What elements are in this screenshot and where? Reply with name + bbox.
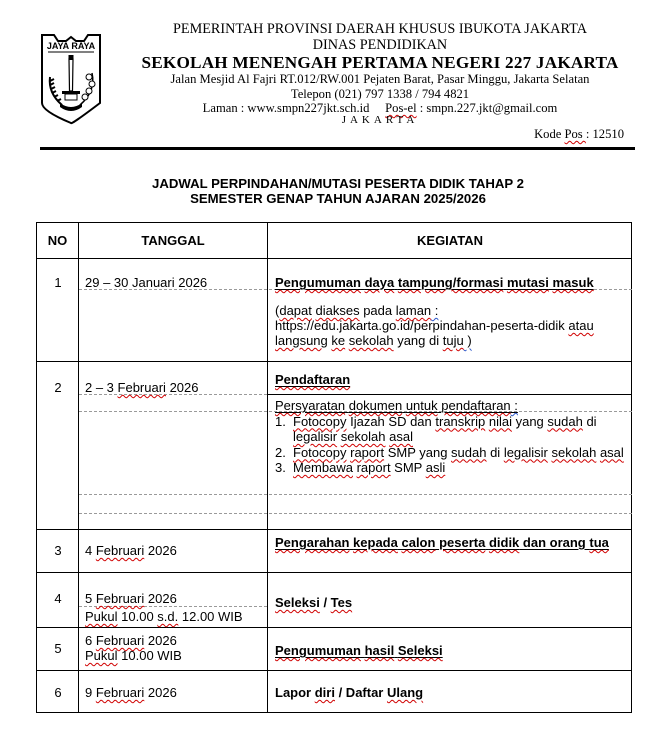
word: pada [359, 303, 396, 318]
row-1-no: 1 [54, 275, 62, 290]
word: SMP yang [384, 444, 452, 460]
word: mutasi [506, 275, 549, 290]
word: asal [599, 444, 624, 460]
letterhead-postal-code [534, 127, 624, 142]
word: Februari [95, 685, 145, 700]
header-row-border [37, 258, 631, 259]
letterhead-government-line: PEMERINTAH PROVINSI DAERAH KHUSUS IBUKOTA JAKARTA [173, 21, 587, 37]
word: legalisir [293, 429, 338, 444]
word: raport [350, 444, 385, 460]
word: 2026 [144, 633, 177, 648]
word: Februari [95, 633, 145, 648]
header-no: NO [47, 233, 68, 248]
requirement-item [275, 414, 627, 445]
row-5-date [85, 633, 177, 648]
postal-value: : 12510 [585, 127, 624, 141]
word: sudah [547, 413, 583, 429]
word: nilai [488, 413, 512, 429]
word: sekolah [348, 333, 394, 348]
word: yang di [393, 333, 443, 348]
word: raport [356, 460, 391, 475]
row-1-activity [275, 275, 594, 290]
word: ( [275, 303, 280, 318]
word: Tes [330, 595, 353, 610]
word: 2026 [144, 543, 177, 558]
row-border [37, 572, 631, 573]
letterhead-email-label: Pos-el [385, 101, 417, 115]
row-6-no: 6 [54, 685, 62, 700]
letterhead-address: Jalan Mesjid Al Fajri RT.012/RW.001 Pejaten Barat, Pasar Minggu, Jakarta Selatan [170, 72, 590, 86]
row-3-no: 3 [54, 543, 62, 558]
word: di [486, 444, 504, 460]
row-border [37, 361, 631, 362]
schedule-table [36, 222, 632, 713]
word: legalisir [503, 444, 548, 460]
word: hasil [364, 643, 395, 658]
row-5-no: 5 [54, 641, 62, 656]
word: 9 [85, 685, 96, 700]
row-5-activity [275, 643, 443, 658]
row-2-no: 2 [54, 380, 62, 395]
word: daya [364, 275, 395, 290]
list-number: 3. [275, 460, 286, 475]
row-border [37, 627, 631, 628]
row-1-note-line3 [275, 333, 594, 348]
word: : [510, 398, 518, 413]
postal-label-kode: Kode [534, 127, 565, 141]
word: Seleksi [397, 643, 443, 658]
row-1-note-line2 [275, 318, 594, 333]
requirements-intro [275, 398, 627, 414]
row-1-note [275, 303, 594, 348]
word: SMP [390, 460, 426, 475]
word: pendaftaran [441, 398, 511, 413]
word: ) [463, 333, 472, 348]
word: sudah [451, 444, 487, 460]
word: 10.00 [117, 609, 158, 624]
word: Pukul [85, 648, 118, 663]
row-4-activity [275, 595, 352, 610]
row-6-activity [275, 685, 423, 700]
row-1-note-line1 [275, 303, 594, 318]
word: di [582, 413, 597, 429]
letterhead-website: Laman : www.smpn227jkt.sch.id [202, 101, 370, 115]
requirements-list [275, 414, 627, 476]
word: yang [511, 413, 548, 429]
word: Pendaftaran [275, 372, 351, 387]
row-3-date [85, 543, 177, 558]
letterhead-school-name: SEKOLAH MENENGAH PERTAMA NEGERI 227 JAKARTA [141, 53, 619, 72]
word: 4 [85, 543, 96, 558]
word: Februari [117, 380, 166, 395]
word: 2026 [165, 380, 199, 395]
word: 10.00 WIB [117, 648, 182, 663]
word: Persyaratan [275, 398, 346, 413]
word: Fotocopy [293, 444, 347, 460]
word: asli [425, 460, 446, 475]
word: laman [395, 303, 432, 318]
row-border [37, 529, 631, 530]
word: untuk [405, 398, 438, 413]
word: peserta [439, 535, 486, 550]
word: / Daftar [334, 685, 387, 700]
note-url: https://edu.jakarta.go.id/perpindahan-peserta-didik [275, 318, 569, 333]
word: diakses [315, 303, 360, 318]
list-number: 2. [275, 444, 286, 460]
word: Ijazah SD dan [346, 413, 436, 429]
word: Membawa [293, 460, 353, 475]
row-2-activity [275, 372, 350, 387]
word: masuk [552, 275, 594, 290]
word: 2 – 3 [85, 380, 118, 395]
word: langsung [275, 333, 328, 348]
word: 12.00 WIB [178, 609, 243, 624]
word: Februari [95, 591, 145, 606]
row-6-date [85, 685, 177, 700]
list-number: 1. [275, 413, 286, 429]
cell-gridline-dashed [79, 513, 632, 514]
requirement-item [275, 445, 627, 461]
row-5-time [85, 648, 182, 663]
word: Februari [95, 543, 145, 558]
document-title-line2: SEMESTER GENAP TAHUN AJARAN 2025/2026 [190, 191, 486, 206]
activity-subdivider [268, 394, 631, 395]
word: sekolah [551, 444, 597, 460]
word: Pukul [85, 609, 118, 624]
word: Seleksi [275, 595, 320, 610]
requirement-item [275, 460, 627, 476]
letterhead-phone: Telepon (021) 797 1338 / 794 4821 [290, 87, 470, 101]
postal-label-pos: Pos [564, 127, 586, 141]
word: calon [401, 535, 436, 550]
word: 2026 [144, 685, 177, 700]
row-3-activity [275, 535, 625, 550]
letterhead-city: JAKARTA [341, 114, 419, 126]
word: didik [488, 535, 520, 550]
word: s.d. [157, 609, 179, 624]
word: Pengarahan [275, 535, 350, 550]
row-4-time [85, 609, 243, 624]
row-2-requirements [275, 398, 627, 476]
word: dapat [279, 303, 312, 318]
word: dan orang [519, 535, 590, 550]
word: : [431, 303, 439, 318]
word: tampung/formasi [397, 275, 504, 290]
word: Ulang [386, 685, 424, 700]
row-border [37, 670, 631, 671]
letterhead-department-line: DINAS PENDIDIKAN [312, 37, 448, 53]
word: tua [589, 535, 609, 550]
word: / [319, 595, 331, 610]
word: ke [331, 333, 346, 348]
word: kepada [353, 535, 398, 550]
word: atau [568, 318, 594, 333]
letterhead-divider [40, 147, 635, 150]
word: dokumen [348, 398, 403, 413]
row-4-no: 4 [54, 591, 62, 606]
word: asal [389, 429, 413, 444]
document-title-line1: JADWAL PERPINDAHAN/MUTASI PESERTA DIDIK TAHAP 2 [152, 176, 524, 191]
letterhead-email: : smpn.227.jkt@gmail.com [416, 101, 558, 115]
cell-gridline-dashed [79, 494, 632, 495]
word: tuju [442, 333, 464, 348]
header-kegiatan: KEGIATAN [417, 233, 483, 248]
header-tanggal: TANGGAL [141, 233, 205, 248]
row-1-date: 29 – 30 Januari 2026 [85, 275, 208, 290]
row-4-date [85, 591, 177, 606]
column-divider [267, 223, 268, 712]
column-divider [78, 223, 79, 712]
word: diri [314, 685, 335, 700]
word: 6 [85, 633, 96, 648]
word: Pengumuman [275, 275, 361, 290]
word: sekolah [340, 429, 386, 444]
cell-gridline-dashed [79, 606, 267, 607]
jaya-raya-crest-logo [40, 33, 102, 125]
word: Lapor [275, 685, 315, 700]
word: Pengumuman [275, 643, 361, 658]
logo-text: JAYA RAYA [46, 41, 96, 51]
word: transkrip [435, 413, 486, 429]
word: 5 [85, 591, 96, 606]
word: 2026 [144, 591, 177, 606]
word: Fotocopy [293, 413, 347, 429]
row-2-date [85, 380, 199, 395]
